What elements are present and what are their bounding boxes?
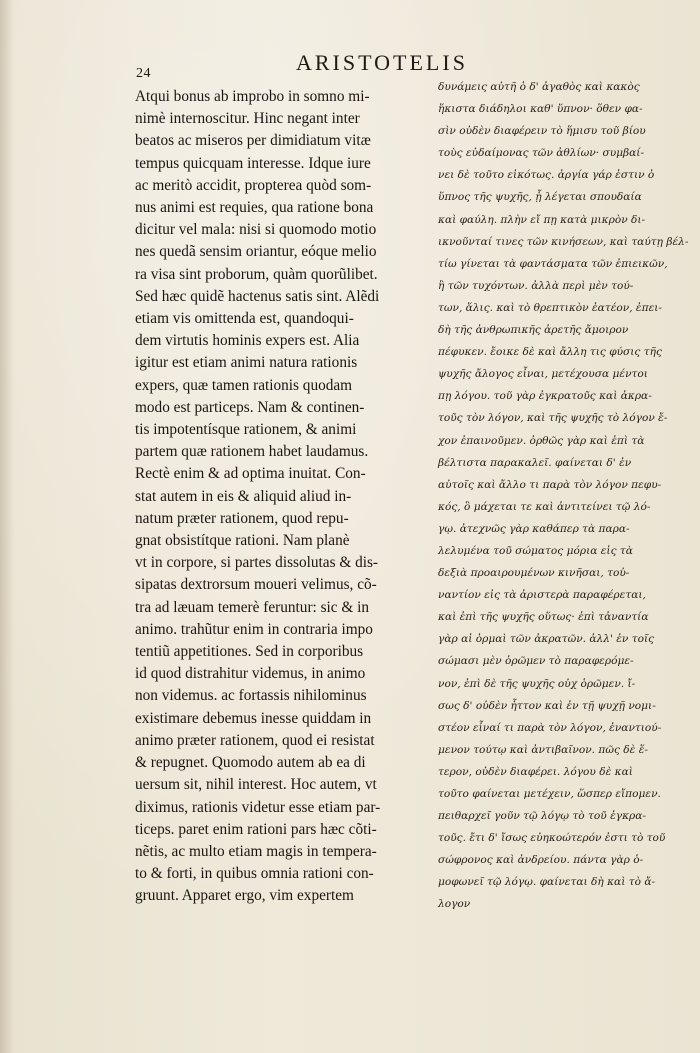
greek-text-line: αὐτοῖς καὶ ἄλλο τι παρὰ τὸν λόγον πεφυ- [438, 478, 662, 491]
greek-text-line: δεξιὰ προαιρουμένων κινῆσαι, τοὐ- [438, 567, 630, 580]
latin-text-line: diximus, rationis videtur esse etiam par- [135, 798, 381, 816]
greek-text-line: νον, ἐπὶ δὲ τῆς ψυχῆς οὐχ ὁρῶμεν. ἴ- [438, 677, 636, 690]
greek-text-line: κός, ὃ μάχεται τε καὶ ἀντιτείνει τῷ λό- [438, 500, 651, 513]
greek-text-line: σως δ' οὐδὲν ἧττον καὶ ἐν τῇ ψυχῇ νομι- [438, 699, 656, 712]
latin-text-line: & repugnet. Quomodo autem ab ea di [135, 754, 366, 772]
latin-text-line: ac meritò accidit, propterea quòd som- [135, 176, 372, 194]
latin-text-line: gruunt. Apparet ergo, vim expertem [135, 887, 354, 905]
greek-text-line: ικνοῦνταί τινες τῶν κινήσεων, καὶ ταύτῃ βέλ- [438, 235, 689, 248]
latin-text-line: Rectè enim & ad optima inuitat. Con- [135, 465, 366, 483]
greek-text-line: ὕπνος τῆς ψυχῆς, ᾗ λέγεται σπουδαία [438, 191, 642, 204]
greek-text-line: μοφωνεῖ τῷ λόγῳ. φαίνεται δὴ καὶ τὸ ἄ- [438, 876, 656, 889]
greek-text-line: χον ἐπαινοῦμεν. ὀρθῶς γὰρ καὶ ἐπὶ τὰ [438, 434, 645, 447]
latin-text-line: tentiũ appetitiones. Sed in corporibus [135, 643, 364, 661]
greek-text-line: τίω γίνεται τὰ φαντάσματα τῶν ἐπιεικῶν, [438, 257, 668, 270]
greek-text-line: πειθαρχεῖ γοῦν τῷ λόγῳ τὸ τοῦ ἐγκρα- [438, 810, 647, 823]
latin-text-line: expers, quæ tamen rationis quodam [135, 376, 353, 394]
latin-text-line: Sed hæc quidẽ hactenus satis sint. Alẽdi [135, 287, 380, 305]
latin-text-line: id quod distrahitur videmus, in animo [135, 665, 366, 683]
greek-text-line: σώφρονος καὶ ἀνδρείου. πάντα γὰρ ὁ- [438, 854, 644, 867]
running-head: ARISTOTELIS [296, 50, 468, 75]
latin-text-line: partem quæ rationem habet laudamus. [135, 443, 369, 461]
latin-text-line: ra visa sint proborum, quàm quorũlibet. [135, 265, 378, 283]
greek-text-line: τοῦς τὸν λόγον, καὶ τῆς ψυχῆς τὸ λόγον ἔ- [438, 412, 668, 425]
greek-text-line: στέον εἶναί τι παρὰ τὸν λόγον, ἐναντιού- [438, 721, 662, 734]
greek-text-line: λελυμένα τοῦ σώματος μόρια εἰς τὰ [438, 544, 633, 557]
latin-text-line: ticeps. paret enim rationi pars hæc cõti- [135, 820, 377, 838]
latin-text-line: nes quedã sensim oriantur, eóque melio [135, 243, 377, 261]
latin-text-line: sipatas dextrorsum moueri velimus, cõ- [135, 576, 377, 594]
greek-text-line: ἢ τῶν τυχόντων. ἀλλὰ περὶ μὲν τού- [438, 279, 634, 292]
latin-text-line: beatos ac miseros per dimidiatum vitæ [135, 132, 371, 150]
greek-text-line: των, ἅλις. καὶ τὸ θρεπτικὸν ἐατέον, ἐπει- [438, 301, 662, 314]
latin-text-line: nus animi est requies, qua ratione bona [135, 199, 374, 217]
greek-text-line: τοῦς. ἔτι δ' ἴσως εὐηκοώτερόν ἐστι τὸ τοῦ [438, 832, 666, 845]
latin-text-line: natum præter rationem, quod repu- [135, 509, 349, 527]
latin-text-line: animo. trahũtur enim in contraria impo [135, 620, 373, 638]
latin-text-line: existimare debemus inesse quiddam in [135, 709, 372, 727]
greek-text-line: γὰρ αἱ ὁρμαὶ τῶν ἀκρατῶν. ἀλλ' ἐν τοῖς [438, 633, 655, 646]
latin-text-line: tra ad læuam temerè feruntur: sic & in [135, 598, 370, 616]
latin-text-line: etiam vis omittenda est, quandoqui- [135, 310, 354, 328]
latin-text-line: nẽtis, ac multo etiam magis in tempera- [135, 842, 377, 860]
greek-text-line: ναντίον εἰς τὰ ἀριστερὰ παραφέρεται, [438, 589, 646, 602]
latin-text-line: stat autem in eis & aliquid aliud in- [135, 487, 352, 505]
latin-text-line: uersum sit, nihil interest. Hoc autem, vt [135, 776, 377, 794]
greek-text-line: σὶν οὐδὲν διαφέρειν τὸ ἥμισυ τοῦ βίου [438, 125, 646, 138]
latin-text-line: modo est particeps. Nam & continen- [135, 398, 365, 416]
greek-text-line: ψυχῆς ἄλογος εἶναι, μετέχουσα μέντοι [438, 368, 648, 381]
latin-text-column [135, 86, 425, 908]
latin-text-line: igitur est etiam animi natura rationis [135, 354, 358, 372]
latin-text-line: animo præter rationem, quod ei resistat [135, 731, 375, 749]
greek-text-line: τερον, οὐδὲν διαφέρει. λόγου δὲ καὶ [438, 765, 633, 778]
greek-text-line: πέφυκεν. ἔοικε δὲ καὶ ἄλλη τις φύσις τῆς [438, 346, 662, 359]
latin-text-line: gnat obsistítque rationi. Nam planè [135, 532, 350, 550]
greek-text-line: σώμασι μὲν ὁρῶμεν τὸ παραφερόμε- [438, 655, 634, 668]
latin-text-line: dicitur vel mala: nisi si quomodo motio [135, 221, 377, 239]
greek-text-line: πῃ λόγου. τοῦ γὰρ ἐγκρατοῦς καὶ ἀκρα- [438, 390, 652, 403]
greek-text-line: καὶ φαύλη. πλὴν εἴ πῃ κατὰ μικρὸν δι- [438, 213, 646, 226]
latin-text-line: tempus quicquam interesse. Idque iure [135, 154, 371, 172]
latin-text-line: dem virtutis hominis expers est. Alia [135, 332, 360, 350]
latin-text-line: non videmus. ac fortassis nihilominus [135, 687, 367, 705]
page-gutter-shadow [0, 0, 14, 1053]
greek-text-line: δυνάμεις αὐτῆ ὁ δ' ἀγαθὸς καὶ κακὸς [438, 81, 640, 93]
greek-text-line: καὶ ἐπὶ τῆς ψυχῆς οὕτως· ἐπὶ τἀναντία [438, 611, 649, 624]
greek-text-line: λογον [438, 898, 471, 911]
greek-text-column [438, 76, 689, 916]
latin-text-line: tis impotentísque rationem, & animi [135, 421, 357, 439]
greek-text-line: νει δὲ τοῦτο εἰκότως. ἀργία γάρ ἐστιν ὁ [438, 169, 655, 182]
greek-text-line: τοῦτο φαίνεται μετέχειν, ὥσπερ εἴπομεν. [438, 788, 661, 800]
greek-text-line: δὴ τῆς ἀνθρωπικῆς ἀρετῆς ἄμοιρον [438, 324, 629, 337]
greek-text-line: βέλτιστα παρακαλεῖ. φαίνεται δ' ἐν [438, 456, 632, 469]
greek-text-line: γῳ. ἀτεχνῶς γὰρ καθάπερ τὰ παρα- [438, 522, 630, 535]
page-number: 24 [136, 66, 151, 81]
latin-text-line: Atqui bonus ab improbo in somno mi- [135, 88, 370, 105]
greek-text-line: ἥκιστα διάδηλοι καθ' ὕπνον· ὅθεν φα- [438, 103, 643, 116]
greek-text-line: μενον τούτῳ καὶ ἀντιβαῖνον. πῶς δὲ ἕ- [438, 743, 648, 756]
latin-text-line: to & forti, in quibus omnia rationi con- [135, 865, 374, 883]
latin-text-line: vt in corpore, si partes dissolutas & dis- [135, 554, 379, 572]
latin-text-line: nimè internoscitur. Hinc negant inter [135, 110, 360, 128]
greek-text-line: τοὺς εὐδαίμονας τῶν ἀθλίων· συμβαί- [438, 147, 645, 160]
